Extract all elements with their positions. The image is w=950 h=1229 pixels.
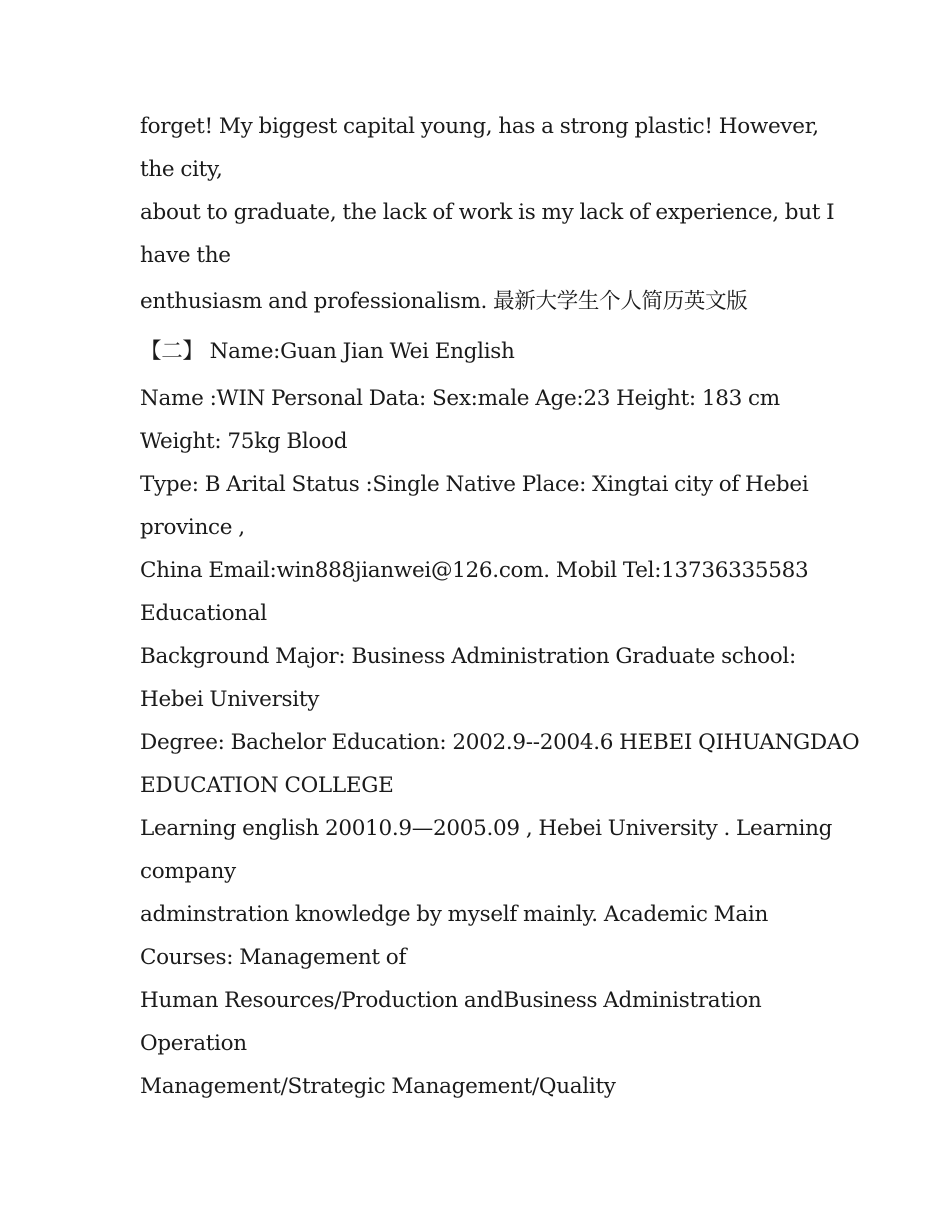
text-line: Human Resources/Production andBusiness Administration <box>140 988 762 1013</box>
text-line: Courses: Management of <box>140 945 407 970</box>
text-line: province , <box>140 515 245 540</box>
text-line: Hebei University <box>140 687 320 712</box>
text-line: Background Major: Business Administration Graduate school: <box>140 644 796 669</box>
text-line: Name :WIN Personal Data: Sex:male Age:23 Height: 183 cm <box>140 386 780 411</box>
text-line: Management/Strategic Management/Quality <box>140 1074 616 1099</box>
text-line-with-heading: enthusiasm and professionalism. 最新大学生个人简历英文版 <box>140 289 748 314</box>
text-line: have the <box>140 243 231 268</box>
text-line: adminstration knowledge by myself mainly. Academic Main <box>140 902 769 927</box>
body-text <box>140 105 860 1108</box>
text-line: forget! My biggest capital young, has a strong plastic! However, <box>140 114 819 139</box>
section-heading-line: 【二】 Name:Guan Jian Wei English <box>140 339 515 364</box>
text-line: EDUCATION COLLEGE <box>140 773 394 798</box>
text-line: company <box>140 859 236 884</box>
text-line: Learning english 20010.9—2005.09 , Hebei University . Learning <box>140 816 833 841</box>
text-line: Type: B Arital Status :Single Native Place: Xingtai city of Hebei <box>140 472 809 497</box>
text-line: the city, <box>140 157 223 182</box>
text-line: Degree: Bachelor Education: 2002.9--2004.6 HEBEI QIHUANGDAO <box>140 730 860 755</box>
text-line: Weight: 75kg Blood <box>140 429 348 454</box>
text-line: China Email:win888jianwei@126.com. Mobil Tel:13736335583 <box>140 558 809 583</box>
text-line: about to graduate, the lack of work is my lack of experience, but I <box>140 200 835 225</box>
text-line: Operation <box>140 1031 247 1056</box>
text-line: Educational <box>140 601 267 626</box>
